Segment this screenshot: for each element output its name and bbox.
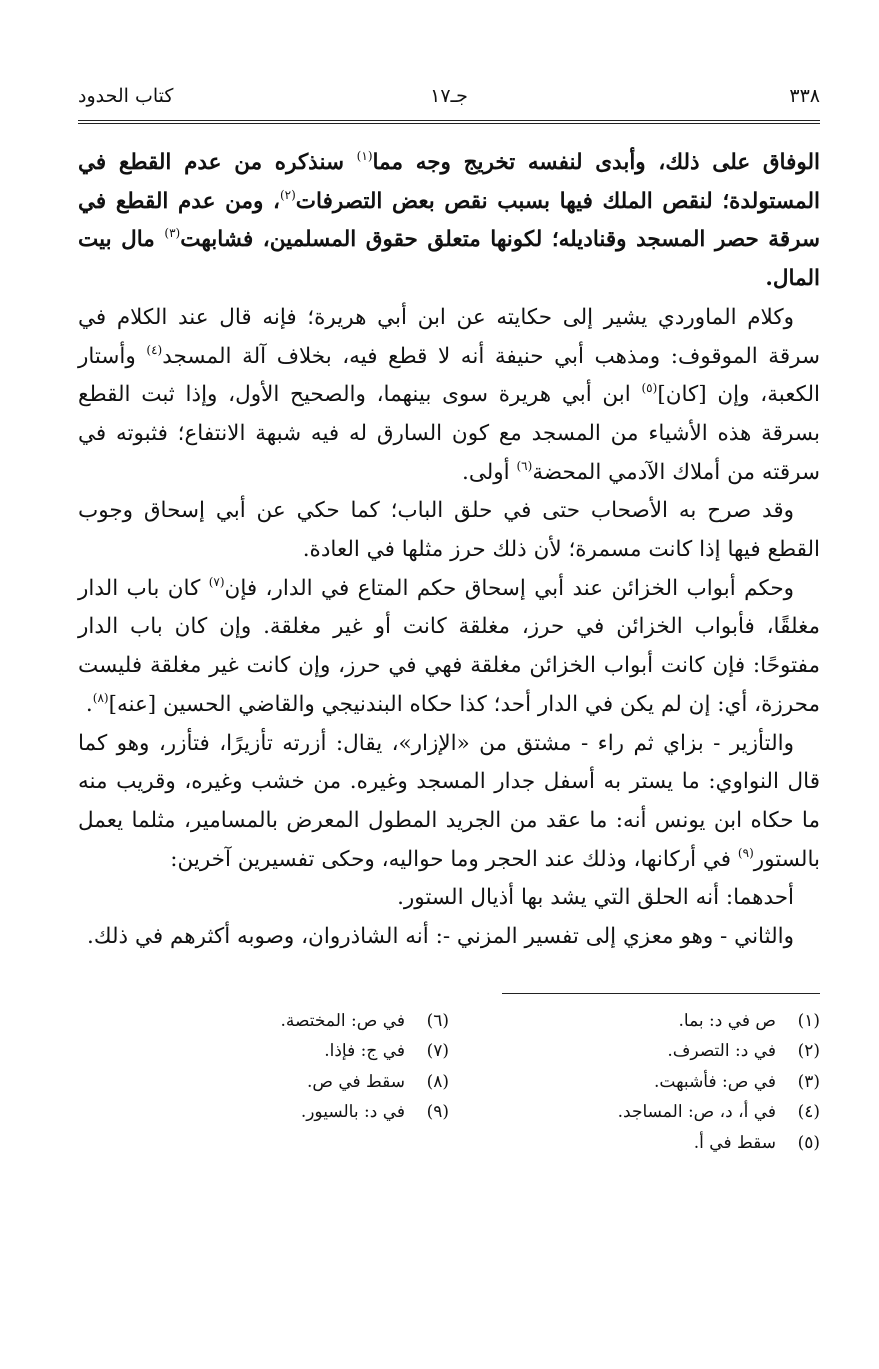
footnote-number: (٦) [426, 1010, 449, 1031]
footnote-text: في ص: فأشبهت. [654, 1071, 776, 1092]
paragraph [78, 492, 820, 569]
footnote-marker[interactable]: (٦) [516, 458, 533, 473]
footnote-number: (٨) [426, 1071, 449, 1092]
footnote-marker[interactable]: (٢) [279, 187, 296, 202]
footnote-rule [502, 993, 820, 994]
footnote-text: في ص: المختصة. [280, 1010, 405, 1031]
footnote-text: سقط في ص. [306, 1071, 405, 1092]
footnote-text: في د: التصرف. [667, 1041, 776, 1062]
footnote-text: سقط في أ. [693, 1132, 776, 1153]
footnote-number: (٧) [426, 1041, 449, 1062]
text-run: والثاني - وهو معزي إلى تفسير المزني -: أنه الشاذروان، وصوبه أكثرهم في ذلك. [87, 924, 794, 950]
paragraph [78, 725, 820, 880]
footnote-number: (٢) [797, 1041, 820, 1062]
footnote-item [78, 1036, 449, 1067]
text-run: أحدهما: أنه الحلق التي يشد بها أذيال الستور. [397, 885, 794, 911]
running-header [78, 80, 820, 112]
footnotes-right-column [449, 1006, 820, 1159]
paragraph [78, 299, 820, 493]
body-text [78, 144, 820, 957]
text-run: وحكم أبواب الخزائن عند أبي إسحاق حكم المتاع في الدار، فإن [224, 575, 794, 601]
book-title: كتاب الحدود [78, 85, 174, 107]
text-run: الوفاق على ذلك، وأبدى لنفسه تخريج وجه مما [372, 150, 820, 175]
footnote-item [78, 1097, 449, 1128]
text-run: مال بيت المال. [78, 227, 820, 292]
footnote-marker[interactable]: (٤) [146, 342, 163, 357]
text-run: ، ومن عدم القطع في سرقة حصر المسجد وقناديله؛ لكونها متعلق حقوق المسلمين، فشابهت [78, 188, 820, 253]
paragraph [78, 879, 820, 918]
page-number: ٣٣٨ [789, 85, 820, 107]
footnote-number: (٤) [797, 1102, 820, 1123]
text-run: . [85, 691, 93, 717]
footnote-marker[interactable]: (٧) [208, 574, 225, 589]
footnote-marker[interactable]: (١) [356, 149, 373, 163]
paragraph [78, 570, 820, 725]
text-run: وقد صرح به الأصحاب حتى في حلق الباب؛ كما حكي عن أبي إسحاق وجوب القطع فيها إذا كانت مسمرة؛ لأن ذلك حرز مثلها في العادة. [78, 498, 820, 563]
footnote-number: (٩) [426, 1102, 449, 1123]
footnote-item [449, 1067, 820, 1098]
footnote-marker[interactable]: (٥) [641, 381, 658, 396]
text-run: سنذكره من عدم القطع في المستولدة؛ لنقص الملك فيها بسبب نقص بعض التصرفات [78, 150, 820, 214]
footnote-marker[interactable]: (٣) [164, 226, 181, 241]
footnote-text: في ج: فإذا. [324, 1041, 405, 1062]
footnote-item [449, 1006, 820, 1037]
footnote-number: (٣) [797, 1071, 820, 1092]
header-rule [78, 120, 820, 124]
text-run: في أركانها، وذلك عند الحجر وما حواليه، وحكى تفسيرين آخرين: [170, 846, 738, 872]
text-run: وأستار الكعبة، وإن [كان] [78, 343, 820, 408]
footnote-number: (١) [797, 1010, 820, 1031]
footnote-item [449, 1036, 820, 1067]
footnote-marker[interactable]: (٨) [92, 690, 109, 705]
footnotes [78, 1006, 820, 1159]
footnote-text: في د: بالسيور. [300, 1102, 405, 1123]
text-run: والتأزير - بزاي ثم راء - مشتق من «الإزار»، يقال: أزرته تأزيرًا، فتأزر، وهو كما قال النواوي: ما يستر به أسفل جدار المسجد وغيره. من خشب وغيره، وقريب منه ما حكاه ابن يونس أنه: ما عقد من الجريد المطول المعرض بالمسامير، مثلما يعمل بالستور [78, 730, 820, 872]
footnote-item [449, 1097, 820, 1128]
text-run: وكلام الماوردي يشير إلى حكايته عن ابن أبي هريرة؛ فإنه قال عند الكلام في سرقة الموقوف: ومذهب أبي حنيفة أنه لا قطع فيه، بخلاف آلة المسجد [78, 304, 820, 369]
document-page [78, 80, 820, 1158]
text-run: أولى. [461, 459, 517, 485]
text-run: ابن أبي هريرة سوى بينهما، والصحيح الأول، وإذا ثبت القطع بسرقة هذه الأشياء من المسجد مع كون السارق له فيه شبهة الانتفاع؛ فثبوته في سرقته من أملاك الآدمي المحضة [78, 382, 820, 485]
footnote-item [78, 1006, 449, 1037]
footnote-number: (٥) [797, 1132, 820, 1153]
footnote-text: ص في د: بما. [678, 1010, 776, 1031]
footnote-text: في أ، د، ص: المساجد. [617, 1102, 776, 1123]
paragraph [78, 144, 820, 299]
text-run: كان باب الدار مغلقًا، فأبواب الخزائن في حرز، مغلقة كانت أو غير مغلقة. وإن كان باب الدار مفتوحًا: فإن كانت أبواب الخزائن مغلقة فهي في حرز، وإن كانت غير مغلقة فليست محرزة، أي: إن لم يكن في الدار أحد؛ كذا حكاه البندنيجي والقاضي الحسين [عنه] [78, 575, 820, 717]
footnote-item [449, 1128, 820, 1159]
footnote-item [78, 1067, 449, 1098]
footnote-marker[interactable]: (٩) [737, 845, 754, 860]
volume-label: جـ١٧ [430, 85, 468, 107]
paragraph [78, 918, 820, 957]
footnotes-left-column [78, 1006, 449, 1159]
